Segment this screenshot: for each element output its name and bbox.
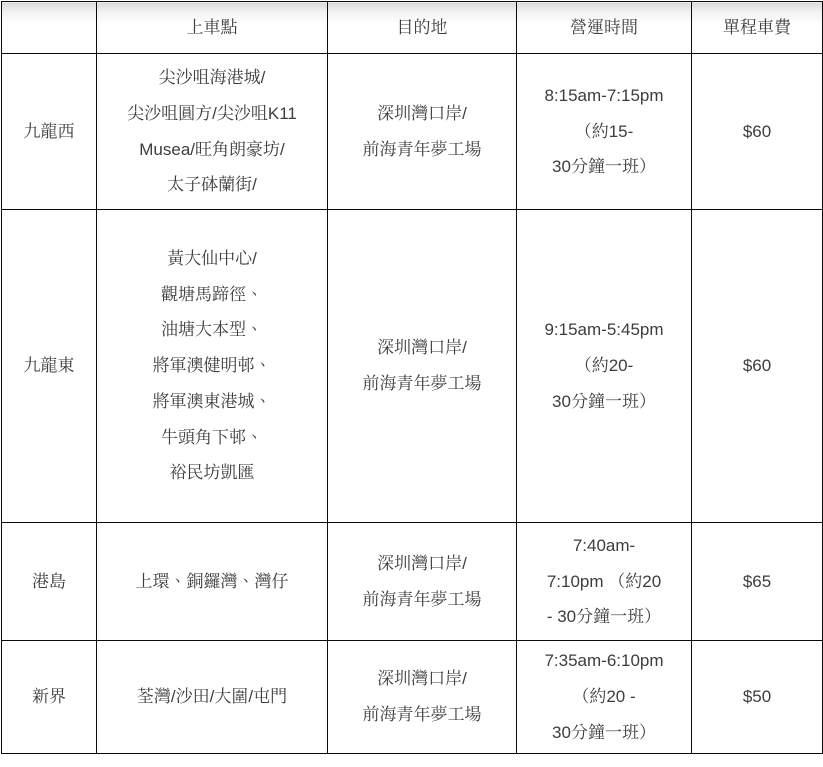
destination-cell: 深圳灣口岸/ 前海青年夢工場 [328,54,517,210]
header-hours: 營運時間 [517,2,692,54]
hours-cell: 8:15am-7:15pm （約15- 30分鐘一班） [517,54,692,210]
fare-cell: $50 [692,641,823,754]
destination-cell: 深圳灣口岸/ 前海青年夢工場 [328,523,517,641]
header-fare: 單程車費 [692,2,823,54]
table-row-kowloon-west [2,54,823,210]
table-row-new-territories [2,641,823,754]
hours-cell: 7:35am-6:10pm （約20 - 30分鐘一班） [517,641,692,754]
region-cell: 新界 [2,641,97,754]
region-cell: 港島 [2,523,97,641]
fare-cell: $60 [692,54,823,210]
shuttle-fare-table [1,1,823,754]
pickup-cell: 荃灣/沙田/大圍/屯門 [97,641,328,754]
fare-cell: $60 [692,210,823,523]
region-cell: 九龍西 [2,54,97,210]
destination-cell: 深圳灣口岸/ 前海青年夢工場 [328,210,517,523]
table-row-hk-island [2,523,823,641]
region-cell: 九龍東 [2,210,97,523]
pickup-cell: 黃大仙中心/ 觀塘馬蹄徑、 油塘大本型、 將軍澳健明邨、 將軍澳東港城、 牛頭角下邨、 裕民坊凱匯 [97,210,328,523]
pickup-cell: 上環、銅鑼灣、灣仔 [97,523,328,641]
header-region [2,2,97,54]
fare-cell: $65 [692,523,823,641]
table-row-kowloon-east [2,210,823,523]
header-pickup: 上車點 [97,2,328,54]
hours-cell: 7:40am- 7:10pm （約20 - 30分鐘一班） [517,523,692,641]
header-destination: 目的地 [328,2,517,54]
header-row [2,2,823,54]
pickup-cell: 尖沙咀海港城/ 尖沙咀圓方/尖沙咀K11 Musea/旺角朗豪坊/ 太子砵蘭街/ [97,54,328,210]
hours-cell: 9:15am-5:45pm （約20- 30分鐘一班） [517,210,692,523]
destination-cell: 深圳灣口岸/ 前海青年夢工場 [328,641,517,754]
